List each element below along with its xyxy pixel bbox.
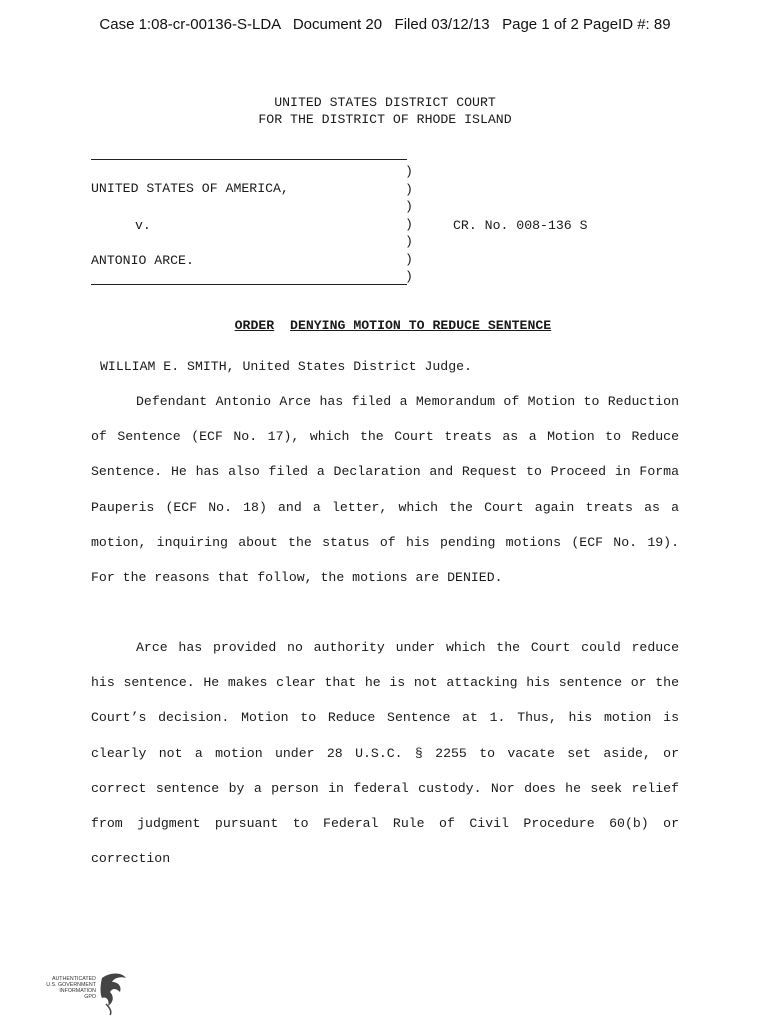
paren: ) bbox=[405, 251, 413, 267]
paren: ) bbox=[405, 269, 413, 284]
versus: v. bbox=[135, 218, 151, 233]
case-number: CR. No. 008-136 S bbox=[453, 218, 588, 233]
gpo-authentication-logo bbox=[40, 970, 130, 1016]
eagle-icon bbox=[40, 970, 130, 1016]
order-title-part1: ORDER bbox=[234, 318, 275, 333]
court-name: UNITED STATES DISTRICT COURT bbox=[274, 95, 496, 110]
caption-bottom-rule bbox=[91, 284, 407, 285]
paragraph: Defendant Antonio Arce has filed a Memorandum of Motion to Reduction of Sentence (ECF No. 17), which the Court treats as a Motion to Reduce Sentence. He has also filed a Declaration and Request to Proceed in Forma Pauperis (ECF No. 18) and a letter, which the Court again treats as a motion, inquiring about the status of his pending motions (ECF No. 19). For the reasons that follow, the motions are DENIED. bbox=[91, 394, 679, 586]
body-paragraph-2 bbox=[91, 630, 679, 876]
logo-text-line: INFORMATION bbox=[59, 988, 96, 994]
logo-text-line: U.S. GOVERNMENT bbox=[46, 982, 96, 988]
body-paragraph-1 bbox=[91, 384, 679, 595]
paren: ) bbox=[405, 234, 413, 249]
plaintiff-name: UNITED STATES OF AMERICA, bbox=[91, 181, 289, 196]
defendant-name: ANTONIO ARCE. bbox=[91, 253, 194, 268]
paren: ) bbox=[405, 164, 413, 179]
paren: ) bbox=[405, 216, 413, 232]
paren: ) bbox=[405, 181, 413, 197]
case-header: Case 1:08-cr-00136-S-LDA Document 20 Filed 03/12/13 Page 1 of 2 PageID #: 89 bbox=[99, 16, 671, 33]
judge-line: WILLIAM E. SMITH, United States District Judge. bbox=[100, 359, 472, 374]
caption-top-rule bbox=[91, 159, 407, 160]
paren: ) bbox=[405, 199, 413, 214]
order-title-part2: DENYING MOTION TO REDUCE SENTENCE bbox=[290, 318, 552, 333]
order-title bbox=[0, 303, 770, 333]
logo-text-line: AUTHENTICATED bbox=[51, 976, 96, 982]
paragraph: Arce has provided no authority under which the Court could reduce his sentence. He makes clear that he is not attacking his sentence or the Court’s decision. Motion to Reduce Sentence at 1. Thus, his motion is clearly not a motion under 28 U.S.C. § 2255 to vacate set aside, or correct sentence by a person in federal custody. Nor does he seek relief from judgment pursuant to Federal Rule of Civil Procedure 60(b) or correction bbox=[91, 640, 679, 867]
court-district: FOR THE DISTRICT OF RHODE ISLAND bbox=[258, 112, 512, 127]
logo-text-line: GPO bbox=[84, 994, 96, 1000]
caption-paren-column bbox=[405, 163, 415, 286]
